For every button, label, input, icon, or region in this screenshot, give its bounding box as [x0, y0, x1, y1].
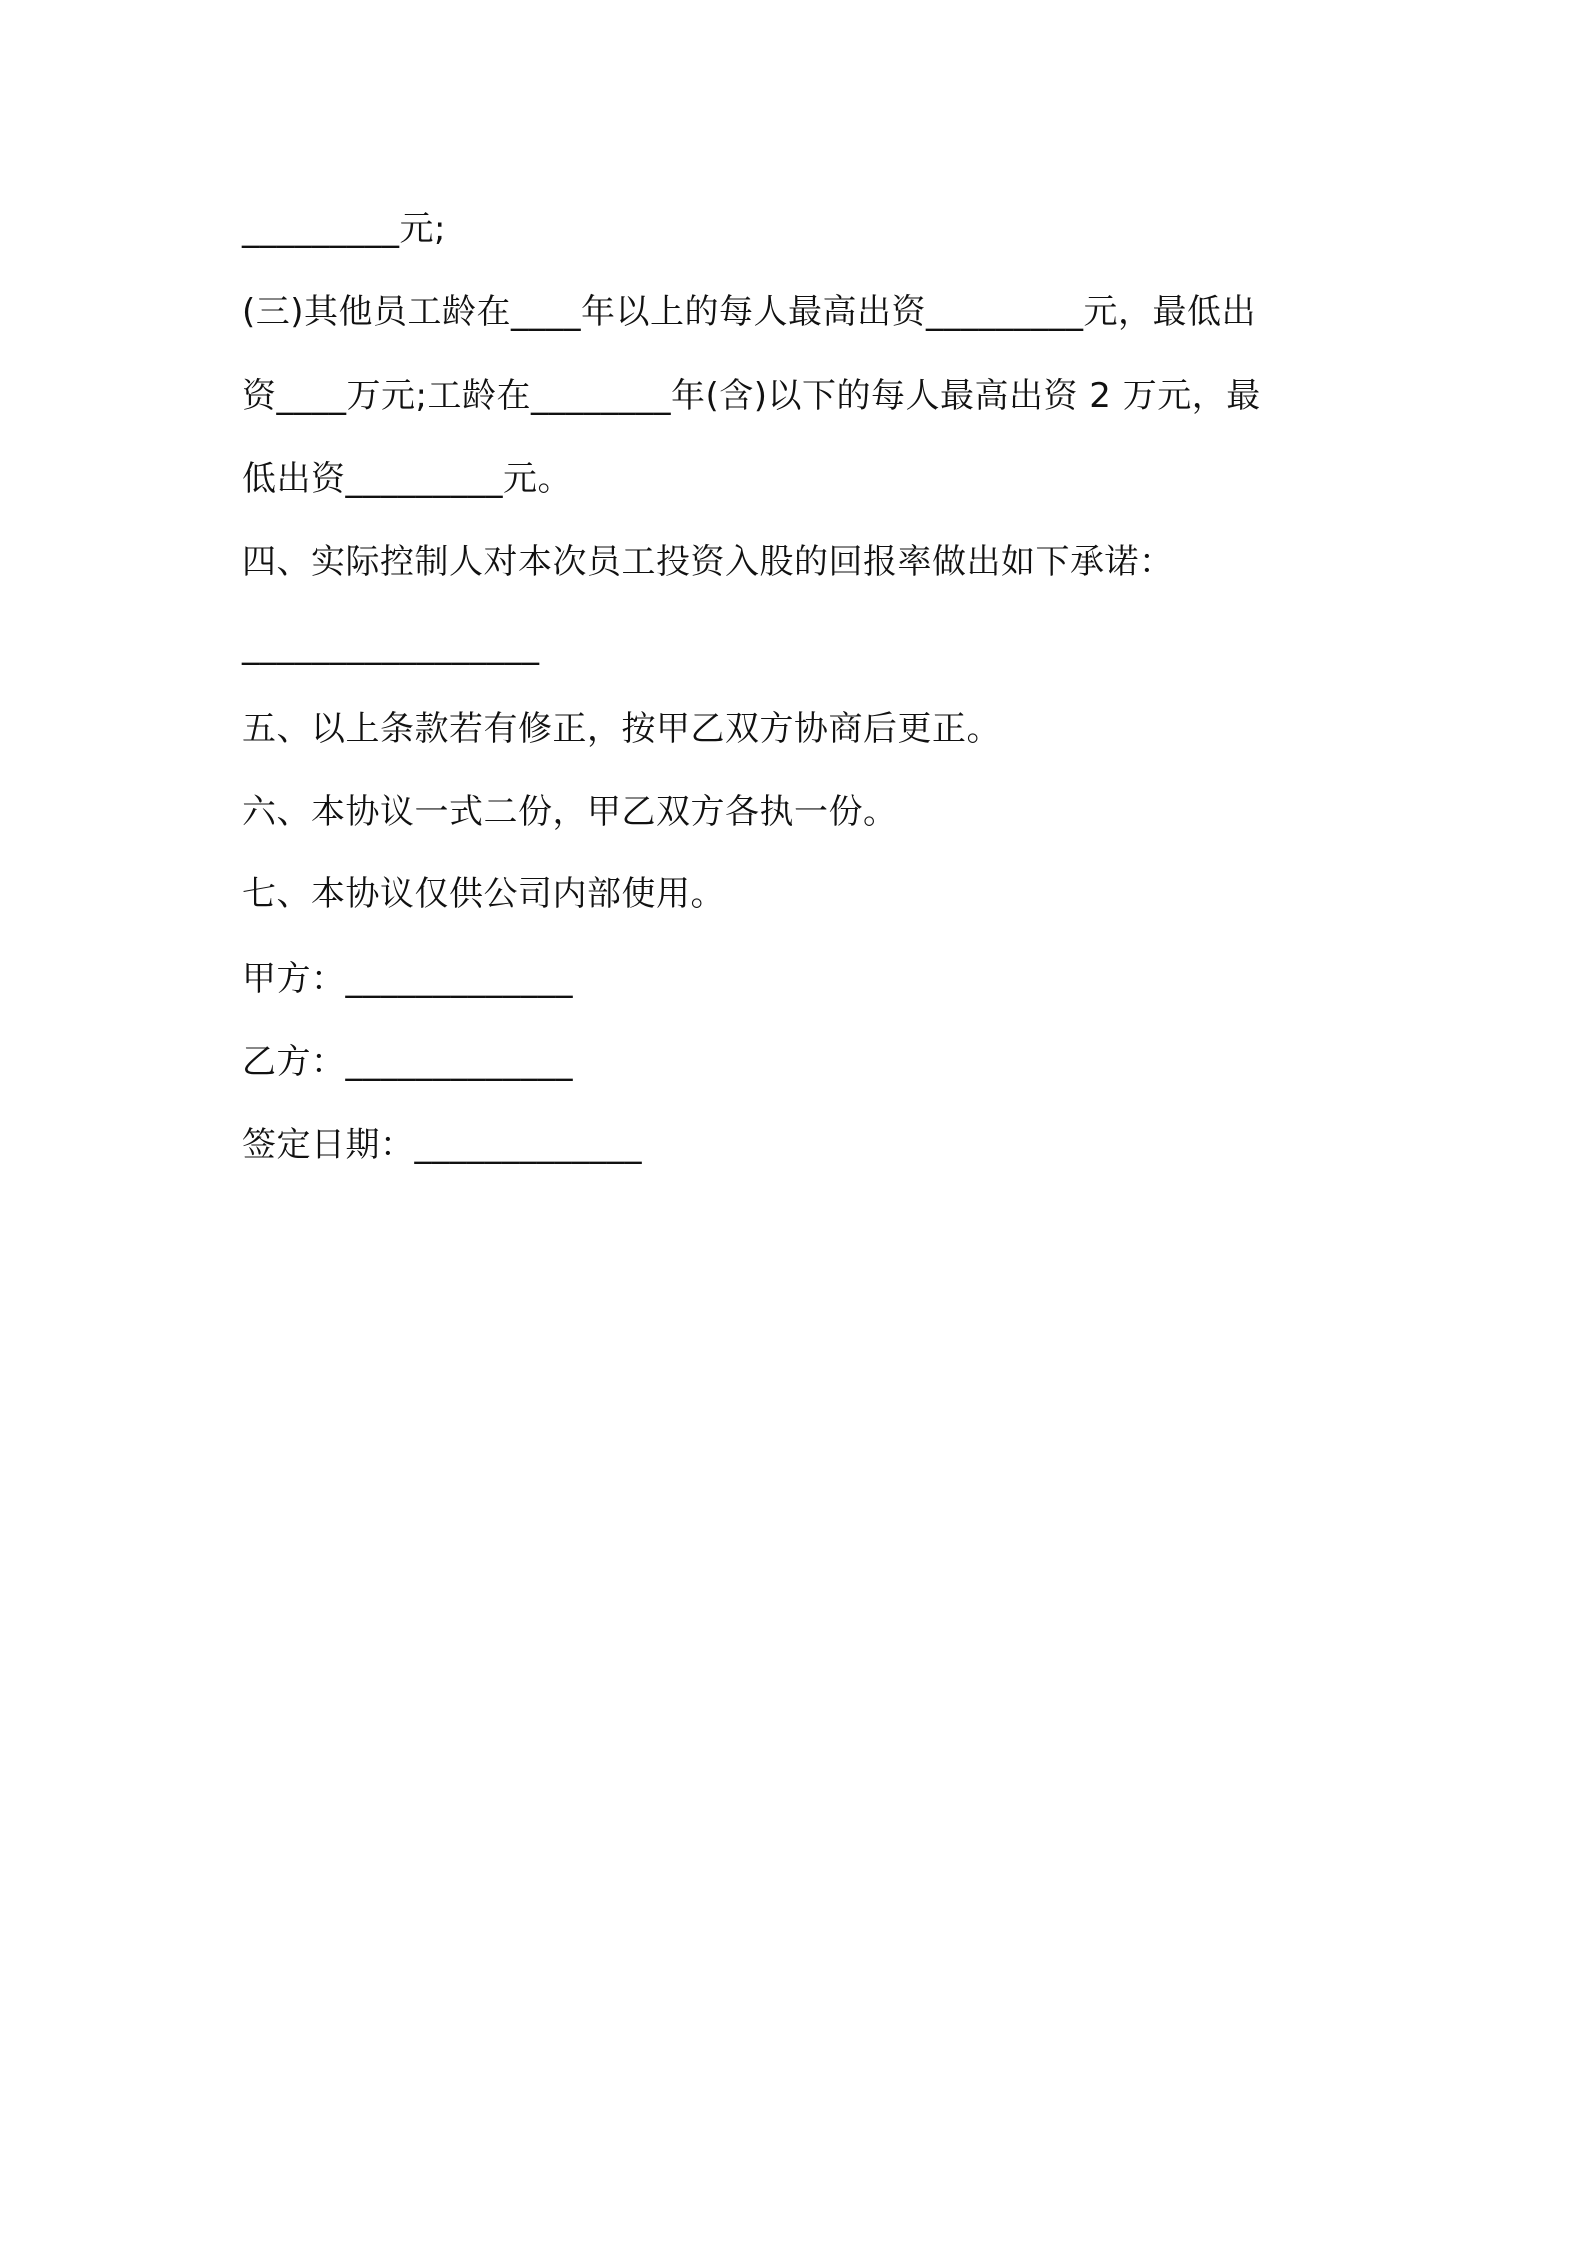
- text-line-clause-4: 四、实际控制人对本次员工投资入股的回报率做出如下承诺：: [242, 542, 1174, 582]
- text-line-clause-4-blank: _________________: [242, 626, 540, 666]
- signing-date: 签定日期：_____________: [242, 1125, 642, 1165]
- text-line-clause-6: 六、本协议一式二份，甲乙双方各执一份。: [242, 792, 898, 832]
- signature-party-a: 甲方：_____________: [242, 959, 573, 999]
- text-line-clause-5: 五、以上条款若有修正，按甲乙双方协商后更正。: [242, 709, 1001, 749]
- text-line-clause-3-part-2: 资____万元;工龄在________年(含)以下的每人最高出资 2 万元，最: [242, 376, 1261, 416]
- text-line-clause-3-part-1: (三)其他员工龄在____年以上的每人最高出资_________元，最低出: [242, 292, 1257, 332]
- text-line-amount-continued: _________元;: [242, 209, 446, 249]
- text-line-clause-7: 七、本协议仅供公司内部使用。: [242, 874, 725, 914]
- text-line-clause-3-part-3: 低出资_________元。: [242, 459, 572, 499]
- signature-party-b: 乙方：_____________: [242, 1042, 573, 1082]
